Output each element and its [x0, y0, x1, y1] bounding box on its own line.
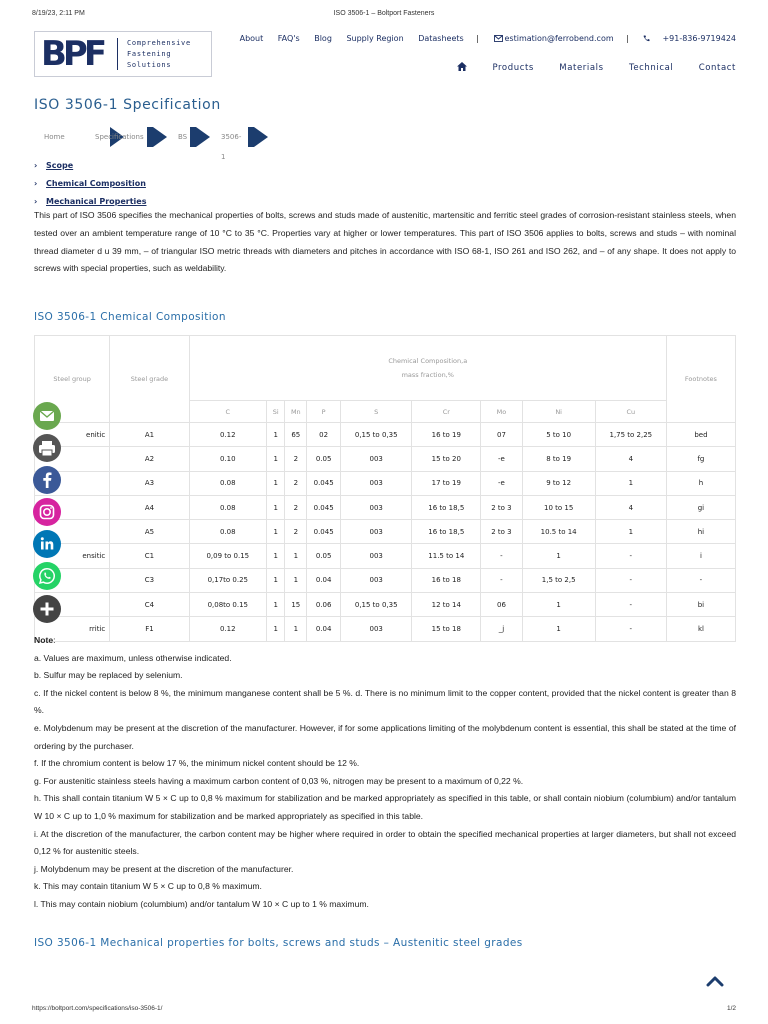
note-item: b. Sulfur may be replaced by selenium.: [34, 670, 183, 681]
header-element: Cr: [412, 401, 481, 423]
note-item: k. This may contain titanium W 5 × C up to 0,8 % maximum.: [34, 881, 262, 892]
composition-cell: 16 to 18,5: [412, 495, 481, 519]
logo-mark: BPF: [41, 34, 104, 74]
top-nav: [228, 34, 736, 43]
breadcrumb-separator: [254, 127, 268, 147]
composition-cell: 0,17to 0.25: [189, 568, 266, 592]
header-element: C: [189, 401, 266, 423]
composition-cell: 0.12: [189, 423, 266, 447]
composition-cell: 0.04: [307, 617, 341, 641]
footnote-cell: bed: [666, 423, 735, 447]
toc-link[interactable]: Mechanical Properties: [46, 197, 147, 206]
linkedin-share-button[interactable]: [33, 530, 61, 558]
composition-cell: 15: [285, 593, 307, 617]
composition-cell: 2: [285, 447, 307, 471]
chevron-right-icon: ›: [34, 161, 38, 170]
composition-cell: 0,15 to 0,35: [341, 423, 412, 447]
note-item: i. At the discretion of the manufacturer, the carbon content may be higher where required in order to obtain the specified mechanical properties at larger diameters, but shall not exceed 0,12 % for austenitic steels.: [34, 828, 736, 857]
composition-cell: 1: [285, 568, 307, 592]
facebook-share-button[interactable]: [33, 466, 61, 494]
table-row: [35, 447, 736, 471]
composition-cell: 0.08: [189, 520, 266, 544]
chevron-right-icon: ›: [34, 179, 38, 188]
note-item: j. Molybdenum may be present at the discretion of the manufacturer.: [34, 863, 294, 874]
steel-grade-cell: A5: [110, 520, 189, 544]
table-row: [35, 520, 736, 544]
composition-cell: 0.045: [307, 495, 341, 519]
table-row: [35, 568, 736, 592]
composition-cell: 10 to 15: [522, 495, 595, 519]
composition-cell: 1: [285, 544, 307, 568]
composition-cell: 2 to 3: [481, 520, 522, 544]
home-icon: [457, 62, 467, 71]
plus-icon: [33, 595, 61, 623]
note-item: a. Values are maximum, unless otherwise indicated.: [34, 652, 232, 663]
note-item: c. If the nickel content is below 8 %, the minimum manganese content shall be 5 %. d. There is no minimum limit to the copper content, provided that the nickel content is greater than 8 %.: [34, 687, 736, 716]
composition-cell: -: [595, 568, 666, 592]
composition-cell: 003: [341, 495, 412, 519]
print-page-number: 1/2: [726, 1005, 736, 1012]
footnote-cell: bi: [666, 593, 735, 617]
composition-cell: 2: [285, 471, 307, 495]
footnote-cell: i: [666, 544, 735, 568]
print-share-button[interactable]: [33, 434, 61, 462]
nav-about-link[interactable]: About: [239, 34, 264, 43]
composition-cell: 0.06: [307, 593, 341, 617]
composition-cell: 9 to 12: [522, 471, 595, 495]
breadcrumb-current: 3506-1: [221, 133, 242, 161]
composition-cell: 0.12: [189, 617, 266, 641]
breadcrumb-separator: [196, 127, 210, 147]
nav-supply-region-link[interactable]: Supply Region: [346, 34, 404, 43]
linkedin-icon: [33, 530, 61, 558]
composition-cell: 1: [266, 447, 285, 471]
table-row: [35, 593, 736, 617]
composition-cell: 1: [266, 495, 285, 519]
chevron-right-icon: ›: [34, 197, 38, 206]
nav-separator: |: [476, 34, 479, 43]
composition-cell: 2: [285, 520, 307, 544]
facebook-icon: [33, 466, 61, 494]
composition-cell: 17 to 19: [412, 471, 481, 495]
composition-cell: 10.5 to 14: [522, 520, 595, 544]
toc-item-chemical-composition[interactable]: [34, 175, 146, 193]
envelope-icon: [494, 35, 503, 42]
nav-contact-link[interactable]: Contact: [698, 63, 736, 73]
composition-cell: 0.045: [307, 471, 341, 495]
composition-cell: 0.045: [307, 520, 341, 544]
notes-section: [34, 632, 736, 914]
nav-faqs-link[interactable]: FAQ's: [277, 34, 300, 43]
composition-cell: -e: [481, 447, 522, 471]
composition-cell: 0.08: [189, 495, 266, 519]
composition-cell: 15 to 20: [412, 447, 481, 471]
header-element: Mn: [285, 401, 307, 423]
composition-cell: 003: [341, 471, 412, 495]
header-element: Mo: [481, 401, 522, 423]
footnote-cell: h: [666, 471, 735, 495]
composition-cell: 0.08: [189, 471, 266, 495]
logo-tagline: Comprehensive Fastening Solutions: [127, 39, 191, 69]
phone-number: +91-836-9719424: [662, 34, 736, 43]
note-item: h. This shall contain titanium W 5 × C up to 0,8 % maximum for stabilization and be marked appropriately as specified in this table, or shall contain niobium (columbium) and/or tantalum W 10 × C up to 1,0 % maximum for stabilization and be marked appropriately as specified in this table.: [34, 793, 736, 821]
header-element: Ni: [522, 401, 595, 423]
composition-cell: 003: [341, 447, 412, 471]
composition-cell: -: [595, 617, 666, 641]
header-element: Si: [266, 401, 285, 423]
composition-cell: 1: [266, 520, 285, 544]
steel-grade-cell: C4: [110, 593, 189, 617]
toc-link[interactable]: Chemical Composition: [46, 179, 146, 188]
print-url: https://boltport.com/specifications/iso-3506-1/: [32, 1005, 163, 1012]
steel-grade-cell: F1: [110, 617, 189, 641]
email-icon: [33, 402, 61, 430]
scroll-top-button[interactable]: [706, 972, 724, 984]
notes-heading-line: Note:: [34, 635, 56, 645]
composition-cell: 1: [266, 617, 285, 641]
note-item: g. For austenitic stainless steels having a maximum carbon content of 0,03 %, nitrogen may be present to a maximum of 0,22 %.: [34, 775, 524, 786]
composition-cell: 4: [595, 447, 666, 471]
composition-cell: 16 to 18: [412, 568, 481, 592]
composition-cell: 0,15 to 0,35: [341, 593, 412, 617]
composition-cell: 0.10: [189, 447, 266, 471]
home-link[interactable]: [457, 63, 467, 73]
composition-cell: 1,5 to 2,5: [522, 568, 595, 592]
breadcrumb-separator: [153, 127, 167, 147]
composition-cell: 1: [266, 568, 285, 592]
toc-link[interactable]: Scope: [46, 161, 74, 170]
composition-cell: 2 to 3: [481, 495, 522, 519]
steel-grade-cell: A1: [110, 423, 189, 447]
composition-cell: 16 to 19: [412, 423, 481, 447]
steel-group-cell: ensitic: [35, 544, 110, 568]
note-item: e. Molybdenum may be present at the discretion of the manufacturer. However, if for some applications limiting of the molybdenum content is essential, this shall be stated at the time of ordering by the purchaser.: [34, 722, 736, 751]
composition-cell: 65: [285, 423, 307, 447]
composition-cell: -: [481, 568, 522, 592]
print-doc-title: ISO 3506-1 – Boltport Fasteners: [333, 10, 435, 17]
footnote-cell: kl: [666, 617, 735, 641]
composition-cell: 07: [481, 423, 522, 447]
composition-cell: 5 to 10: [522, 423, 595, 447]
composition-cell: -: [595, 593, 666, 617]
phone-icon: [643, 35, 650, 42]
composition-cell: 1,75 to 2,25: [595, 423, 666, 447]
phone-link[interactable]: [643, 34, 736, 43]
composition-cell: 1: [595, 471, 666, 495]
logo-divider: [117, 38, 118, 70]
header-steel-group: Steel group: [35, 336, 110, 423]
breadcrumb-home[interactable]: Home: [44, 133, 65, 141]
print-icon: [33, 434, 61, 462]
scope-paragraph: This part of ISO 3506 specifies the mechanical properties of bolts, screws and studs made of austenitic, martensitic and ferritic steel grades of corrosion-resistant stainless steels, when tested over an ambient temperature range of 10 °C to 35 °C. Properties vary at higher or lower temperatures. This part of ISO 3506 applies to bolts, screws and studs – with nominal thread diameter d u 39 mm, – of triangular ISO metric threads with diameters and pitches in accordance with ISO 68-1, ISO 261 and ISO 262, and – of any shape. It does not apply to screws with special properties, such as weldability.: [34, 210, 736, 274]
note-item: f. If the chromium content is below 17 %, the minimum nickel content should be 12 %.: [34, 758, 360, 769]
steel-grade-cell: A4: [110, 495, 189, 519]
table-of-contents: [34, 157, 146, 211]
composition-cell: 003: [341, 544, 412, 568]
email-link[interactable]: [494, 34, 614, 43]
header-element: S: [341, 401, 412, 423]
email-share-button[interactable]: [33, 402, 61, 430]
composition-cell: 1: [266, 471, 285, 495]
print-footer: [32, 1005, 736, 1012]
composition-cell: 11.5 to 14: [412, 544, 481, 568]
header-chemical-composition: Chemical Composition,a mass fraction,%: [189, 336, 666, 401]
steel-grade-cell: C1: [110, 544, 189, 568]
nav-technical-link[interactable]: Technical: [628, 63, 674, 73]
composition-cell: 0,08to 0.15: [189, 593, 266, 617]
table-row: [35, 423, 736, 447]
mechanical-properties-heading: ISO 3506-1 Mechanical properties for bolts, screws and studs – Austenitic steel grades: [34, 937, 523, 949]
header-element: P: [307, 401, 341, 423]
nav-datasheets-link[interactable]: Datasheets: [418, 34, 464, 43]
nav-products-link[interactable]: Products: [492, 63, 534, 73]
composition-cell: -e: [481, 471, 522, 495]
composition-cell: 1: [285, 617, 307, 641]
composition-cell: 003: [341, 568, 412, 592]
composition-cell: 0.04: [307, 568, 341, 592]
chemical-composition-table: [34, 335, 736, 642]
footnote-cell: fg: [666, 447, 735, 471]
footnote-cell: gi: [666, 495, 735, 519]
composition-cell: 16 to 18,5: [412, 520, 481, 544]
composition-cell: 0.05: [307, 544, 341, 568]
main-nav: [435, 62, 736, 73]
table-body: [35, 423, 736, 642]
table-row: [35, 495, 736, 519]
nav-separator: |: [626, 34, 629, 43]
whatsapp-share-button[interactable]: [33, 562, 61, 590]
steel-grade-cell: A3: [110, 471, 189, 495]
composition-cell: 4: [595, 495, 666, 519]
composition-cell: 1: [266, 593, 285, 617]
composition-cell: -: [481, 544, 522, 568]
company-logo[interactable]: [34, 31, 212, 77]
composition-cell: 2: [285, 495, 307, 519]
toc-item-scope[interactable]: [34, 157, 146, 175]
composition-cell: 1: [595, 520, 666, 544]
composition-cell: 0.05: [307, 447, 341, 471]
composition-cell: 0,09 to 0.15: [189, 544, 266, 568]
steel-grade-cell: C3: [110, 568, 189, 592]
composition-cell: 1: [266, 544, 285, 568]
footnote-cell: hi: [666, 520, 735, 544]
steel-grade-cell: A2: [110, 447, 189, 471]
page-title: ISO 3506-1 Specification: [34, 97, 221, 113]
table-row: [35, 544, 736, 568]
breadcrumb-bs[interactable]: BS: [178, 133, 188, 141]
nav-materials-link[interactable]: Materials: [559, 63, 604, 73]
composition-cell: 1: [266, 423, 285, 447]
composition-cell: 15 to 18: [412, 617, 481, 641]
composition-cell: 1: [522, 593, 595, 617]
composition-cell: 02: [307, 423, 341, 447]
composition-cell: _j: [481, 617, 522, 641]
header-element: Cu: [595, 401, 666, 423]
whatsapp-icon: [33, 562, 61, 590]
instagram-share-button[interactable]: [33, 498, 61, 526]
composition-cell: 8 to 19: [522, 447, 595, 471]
footnote-cell: -: [666, 568, 735, 592]
composition-cell: 003: [341, 520, 412, 544]
notes-heading: Note: [34, 635, 54, 645]
note-item: l. This may contain niobium (columbium) and/or tantalum W 10 × C up to 1 % maximum.: [34, 898, 369, 909]
chevron-up-icon: [706, 975, 724, 987]
breadcrumb-specifications[interactable]: Specifications: [95, 133, 144, 141]
more-share-button[interactable]: [33, 595, 61, 623]
table-row: [35, 471, 736, 495]
steel-group-cell: rritic: [35, 617, 110, 641]
composition-cell: 003: [341, 617, 412, 641]
composition-cell: 12 to 14: [412, 593, 481, 617]
email-address: estimation@ferrobend.com: [504, 34, 614, 43]
composition-cell: 1: [522, 617, 595, 641]
composition-cell: -: [595, 544, 666, 568]
chemical-composition-heading: ISO 3506-1 Chemical Composition: [34, 311, 226, 323]
composition-cell: 1: [522, 544, 595, 568]
header-footnotes: Footnotes: [666, 336, 735, 423]
instagram-icon: [33, 498, 61, 526]
header-steel-grade: Steel grade: [110, 336, 189, 423]
composition-cell: 06: [481, 593, 522, 617]
nav-blog-link[interactable]: Blog: [314, 34, 332, 43]
steel-group-cell: enitic: [35, 423, 110, 447]
print-datetime: 8/19/23, 2:11 PM: [32, 10, 85, 17]
